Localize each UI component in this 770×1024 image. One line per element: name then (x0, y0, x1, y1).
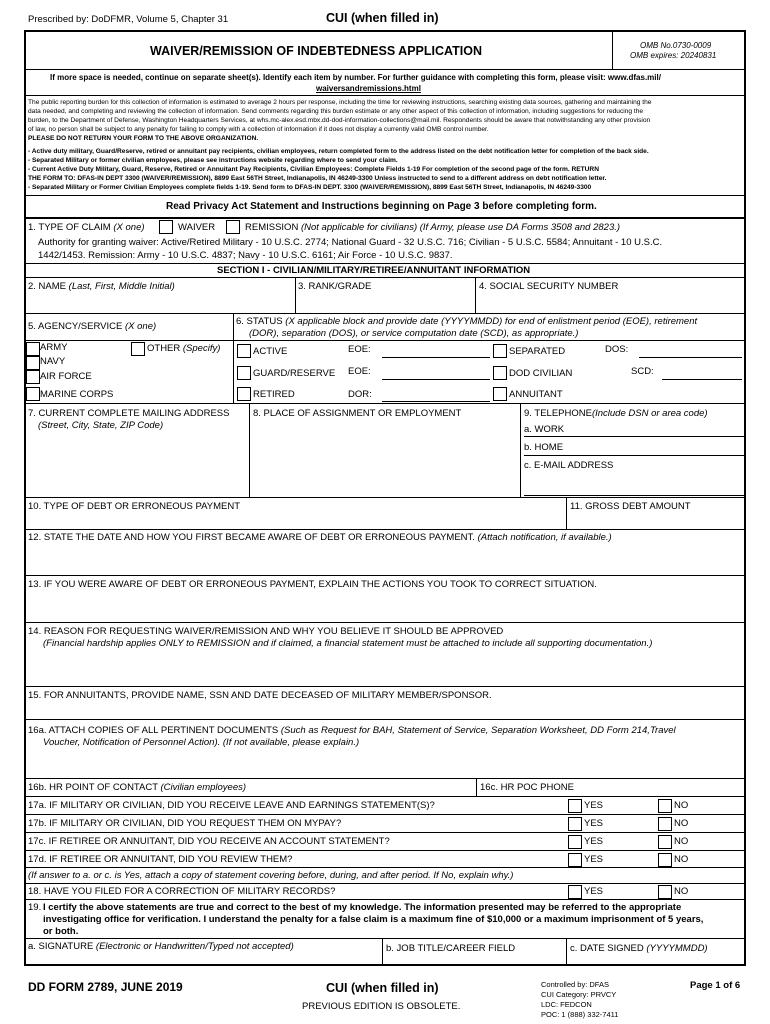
eoe-label: EOE: (348, 344, 371, 355)
separated-checkbox[interactable] (493, 344, 507, 358)
question-17c-label: 17c. IF RETIREE OR ANNUITANT, DID YOU RECEIVE AN ACCOUNT STATEMENT? (28, 836, 390, 847)
attach-documents-input[interactable] (28, 751, 742, 775)
mailing-address-label: 7. CURRENT COMPLETE MAILING ADDRESS (28, 408, 230, 419)
yes-label: YES (584, 854, 604, 865)
status-hint: (DOR), separation (DOS), or service computation date (SCD), as appropriate.) (249, 328, 579, 339)
omb-expiration: OMB expires: 20240831 (630, 51, 717, 60)
question-17d-label: 17d. IF RETIREE OR ANNUITANT, DID YOU REVIEW THEM? (28, 854, 293, 865)
type-of-claim-label: 1. TYPE OF CLAIM (X one) (28, 222, 145, 233)
frame-left (24, 30, 26, 945)
frame-bottom (24, 964, 746, 966)
air-force-label: AIR FORCE (40, 371, 92, 382)
email-field[interactable] (524, 495, 744, 496)
yes-label: YES (584, 886, 604, 897)
cui-banner-top: CUI (when filled in) (326, 11, 439, 25)
page-number: Page 1 of 6 (690, 980, 741, 991)
waiver-checkbox[interactable] (159, 220, 173, 234)
eoe-guard-date-field[interactable] (382, 379, 490, 380)
email-label: c. E-MAIL ADDRESS (524, 460, 614, 471)
type-of-debt-input[interactable] (28, 513, 562, 527)
ssn-input[interactable] (479, 295, 741, 311)
reason-label: 14. REASON FOR REQUESTING WAIVER/REMISSION AND WHY YOU BELIEVE IT SHOULD BE APPROVED (28, 626, 504, 637)
other-service-label: OTHER (Specify) (147, 343, 221, 354)
q18-yes-checkbox[interactable] (568, 885, 582, 899)
active-checkbox[interactable] (237, 344, 251, 358)
form-title: WAIVER/REMISSION OF INDEBTEDNESS APPLICATION (150, 44, 482, 58)
awareness-date-input[interactable] (28, 545, 742, 573)
hr-poc-label: 16b. HR POINT OF CONTACT (Civilian employees) (28, 782, 247, 793)
q17c-yes-checkbox[interactable] (568, 835, 582, 849)
name-label: 2. NAME (Last, First, Middle Initial) (28, 281, 175, 292)
navy-checkbox[interactable] (26, 356, 40, 370)
yes-label: YES (584, 836, 604, 847)
rank-grade-label: 3. RANK/GRADE (298, 281, 372, 292)
telephone-label: 9. TELEPHONE(Include DSN or area code) (524, 408, 708, 419)
dod-civilian-checkbox[interactable] (493, 366, 507, 380)
reason-input[interactable] (28, 652, 742, 684)
no-label: NO (674, 818, 689, 829)
frame-top (24, 30, 746, 32)
army-label: ARMY (40, 342, 68, 353)
scd-date-field[interactable] (662, 379, 742, 380)
dor-date-field[interactable] (382, 401, 490, 402)
job-title-input[interactable] (386, 955, 562, 964)
q17d-no-checkbox[interactable] (658, 853, 672, 867)
ssn-label: 4. SOCIAL SECURITY NUMBER (479, 281, 619, 292)
reason-hint: (Financial hardship applies ONLY to REMISSION and if claimed, a financial statement must be attached to include all supporting documentation.) (43, 638, 653, 649)
dod-civilian-label: DOD CIVILIAN (509, 368, 573, 379)
separated-label: SEPARATED (509, 346, 566, 357)
dor-label: DOR: (348, 389, 372, 400)
retired-label: RETIRED (253, 389, 295, 400)
q17b-no-checkbox[interactable] (658, 817, 672, 831)
scd-label: SCD: (631, 366, 654, 377)
status-label: 6. STATUS (X applicable block and provide date (YYYYMMDD) for end of enlistment period (EOE), retirement (236, 316, 698, 327)
q18-no-checkbox[interactable] (658, 885, 672, 899)
eoe-date-field[interactable] (382, 357, 490, 358)
cui-banner-bottom: CUI (when filled in) (326, 981, 439, 995)
privacy-notice: Read Privacy Act Statement and Instructions beginning on Page 3 before completing form. (166, 201, 597, 212)
date-signed-input[interactable] (570, 955, 742, 964)
guard-reserve-checkbox[interactable] (237, 366, 251, 380)
signature-input[interactable] (28, 954, 378, 964)
place-of-assignment-label: 8. PLACE OF ASSIGNMENT OR EMPLOYMENT (253, 408, 462, 419)
no-label: NO (674, 854, 689, 865)
q17a-yes-checkbox[interactable] (568, 799, 582, 813)
gross-debt-input[interactable] (570, 513, 742, 527)
prescribed-by: Prescribed by: DoDFMR, Volume 5, Chapter 31 (28, 14, 229, 25)
name-input[interactable] (28, 295, 292, 311)
marine-corps-checkbox[interactable] (26, 387, 40, 401)
controlled-by: Controlled by: DFAS (541, 980, 609, 989)
certification-line-1: I certify the above statements are true and correct to the best of my knowledge. The information presented may be referred to the appropriate (43, 902, 682, 913)
yes-label: YES (584, 818, 604, 829)
yes-label: YES (584, 800, 604, 811)
type-of-debt-label: 10. TYPE OF DEBT OR ERRONEOUS PAYMENT (28, 501, 241, 512)
annuitant-checkbox[interactable] (493, 387, 507, 401)
no-label: NO (674, 800, 689, 811)
air-force-checkbox[interactable] (26, 370, 40, 384)
job-title-label: b. JOB TITLE/CAREER FIELD (386, 943, 516, 954)
frame-right (744, 30, 746, 945)
q17b-yes-checkbox[interactable] (568, 817, 582, 831)
work-phone-label: a. WORK (524, 424, 565, 435)
section-1-heading: SECTION I - CIVILIAN/MILITARY/RETIREE/ANNUITANT INFORMATION (217, 265, 531, 276)
annuitant-info-input[interactable] (28, 703, 742, 717)
army-checkbox[interactable] (26, 342, 40, 356)
no-label: NO (674, 886, 689, 897)
poc-phone: POC: 1 (888) 332-7411 (541, 1010, 619, 1019)
home-phone-field[interactable] (524, 455, 744, 456)
ldc: LDC: FEDCON (541, 1000, 592, 1009)
annuitant-info-label: 15. FOR ANNUITANTS, PROVIDE NAME, SSN AND DATE DECEASED OF MILITARY MEMBER/SPONSOR. (28, 690, 492, 701)
retired-checkbox[interactable] (237, 387, 251, 401)
q17d-yes-checkbox[interactable] (568, 853, 582, 867)
corrective-actions-label: 13. IF YOU WERE AWARE OF DEBT OR ERRONEOUS PAYMENT, EXPLAIN THE ACTIONS YOU TOOK TO CORRECT SITUATION. (28, 579, 597, 590)
work-phone-field[interactable] (524, 436, 744, 437)
question-17a-label: 17a. IF MILITARY OR CIVILIAN, DID YOU RECEIVE LEAVE AND EARNINGS STATEMENT(S)? (28, 800, 435, 811)
corrective-actions-input[interactable] (28, 592, 742, 620)
home-phone-label: b. HOME (524, 442, 564, 453)
cui-category: CUI Category: PRVCY (541, 990, 617, 999)
remission-checkbox[interactable] (226, 220, 240, 234)
authority-line-1: Authority for granting waiver: Active/Retired Military - 10 U.S.C. 2774; National Guard - 32 U.S.C. 716; Civilian - 5 U.S.C. 5584; Annuitant - 10 U.S.C. (38, 237, 663, 248)
attach-documents-label: 16a. ATTACH COPIES OF ALL PERTINENT DOCUMENTS (Such as Request for BAH, Statement of Service, Separation Worksheet, DD Form 214,Travel (28, 725, 676, 736)
mailing-address-hint: (Street, City, State, ZIP Code) (38, 420, 164, 431)
dos-date-field[interactable] (639, 357, 742, 358)
navy-label: NAVY (40, 356, 66, 367)
question-18-label: 18. HAVE YOU FILED FOR A CORRECTION OF MILITARY RECORDS? (28, 886, 336, 897)
question-17b-label: 17b. IF MILITARY OR CIVILIAN, DID YOU REQUEST THEM ON MYPAY? (28, 818, 342, 829)
mailing-address-input[interactable] (28, 434, 246, 494)
waiver-label: WAIVER (178, 222, 216, 233)
omb-number: OMB No.0730-0009 (640, 41, 712, 50)
certification-number: 19. (28, 902, 42, 913)
form-number: DD FORM 2789, JUNE 2019 (28, 980, 183, 994)
place-of-assignment-input[interactable] (253, 422, 517, 494)
authority-line-2: 1442/1453. Remission: Army - 10 U.S.C. 4837; Navy - 10 U.S.C. 6161; Air Force - 10 U.S.C. 9837. (38, 250, 453, 261)
dos-label: DOS: (605, 344, 629, 355)
q17a-no-checkbox[interactable] (658, 799, 672, 813)
attach-documents-hint: Voucher, Notification of Personnel Action). (If not available, please explain.) (43, 737, 360, 748)
rank-grade-input[interactable] (298, 295, 472, 311)
q17c-no-checkbox[interactable] (658, 835, 672, 849)
certification-line-2: investigating office for verification. I understand the penalty for a false claim is a maximum fine of $10,000 or a maximum imprisonment of 5 years, (43, 914, 704, 925)
question-17-note: (If answer to a. or c. is Yes, attach a copy of statement covering before, during, and after period. If No, explain why.) (28, 870, 514, 881)
instructions-line: If more space is needed, continue on separate sheet(s). Identify each item by number. For further guidance with completing this form, please visit: www.dfas.mil/ (50, 73, 661, 82)
agency-service-label: 5. AGENCY/SERVICE (X one) (28, 321, 157, 332)
annuitant-label: ANNUITANT (509, 389, 563, 400)
date-signed-label: c. DATE SIGNED (YYYYMMDD) (570, 943, 708, 954)
marine-corps-label: MARINE CORPS (40, 389, 114, 400)
active-label: ACTIVE (253, 346, 288, 357)
guard-reserve-label: GUARD/RESERVE (253, 368, 336, 379)
hr-poc-phone-label: 16c. HR POC PHONE (480, 782, 574, 793)
no-label: NO (674, 836, 689, 847)
remission-label: REMISSION (Not applicable for civilians) (If Army, please use DA Forms 3508 and 2823.) (245, 222, 621, 233)
certification-line-3: or both. (43, 926, 79, 937)
awareness-date-label: 12. STATE THE DATE AND HOW YOU FIRST BECAME AWARE OF DEBT OR ERRONEOUS PAYMENT. (Attach notification, if available.) (28, 532, 612, 543)
eoe-guard-label: EOE: (348, 366, 371, 377)
signature-label: a. SIGNATURE (Electronic or Handwritten/Typed not accepted) (28, 941, 294, 952)
previous-edition-note: PREVIOUS EDITION IS OBSOLETE. (302, 1001, 461, 1012)
instructions-url[interactable]: waiversandremissions.html (316, 84, 421, 93)
gross-debt-label: 11. GROSS DEBT AMOUNT (570, 501, 691, 512)
other-service-checkbox[interactable] (131, 342, 145, 356)
